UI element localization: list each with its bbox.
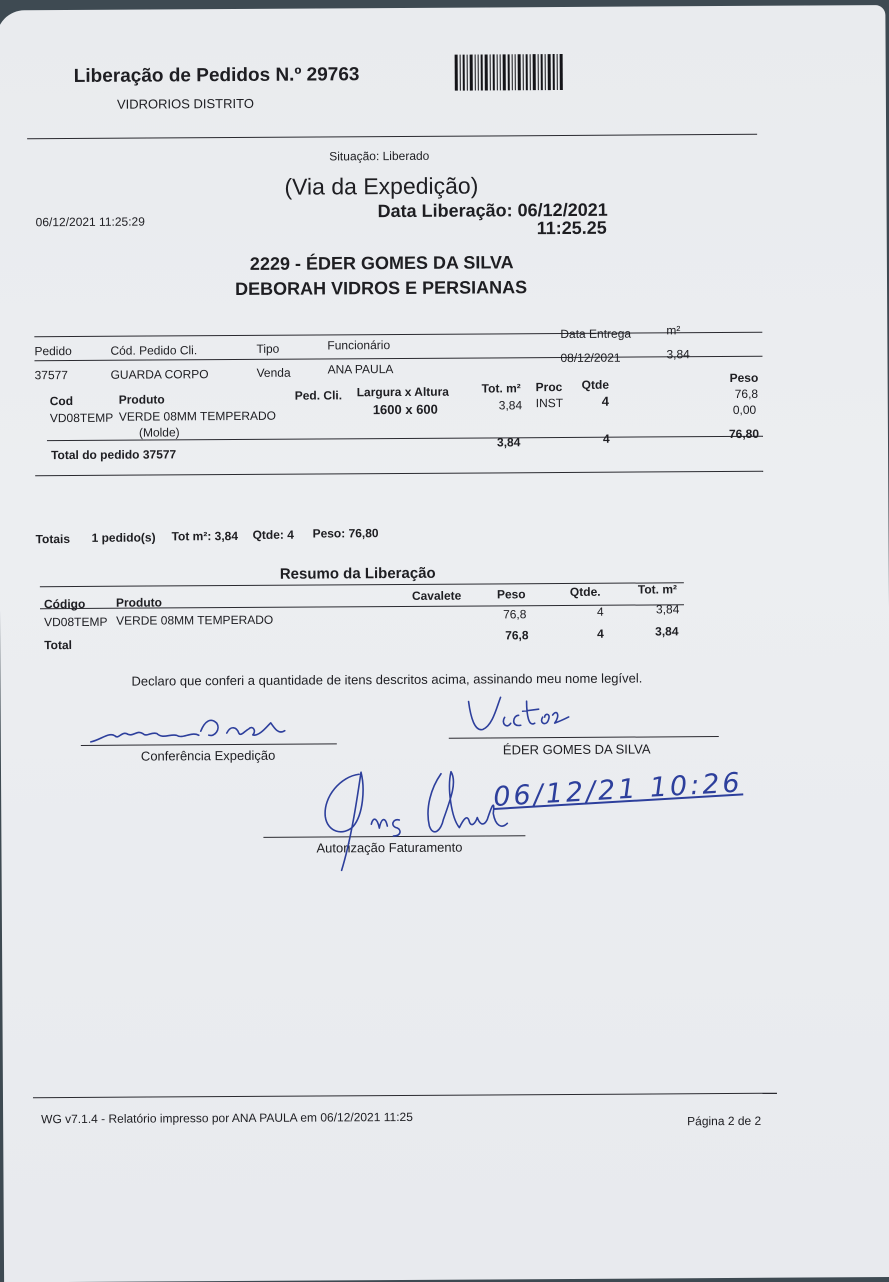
summary-total-label: Total [44,638,73,653]
item-col-largura-altura: Largura x Altura [356,384,449,400]
declaration: Declaro que conferi a quantidade de itens descritos acima, assinando meu nome legível. [131,670,643,689]
signature-conferencia [81,709,301,750]
order-cod-pedido-cli: GUARDA CORPO [110,367,209,382]
footer-divider [33,1093,777,1099]
col-funcionario: Funcionário [327,338,391,353]
totals-peso: Peso: 76,80 [312,526,379,541]
footer-printed-by: WG v7.1.4 - Relatório impresso por ANA PAULA em 06/12/2021 11:25 [41,1109,413,1127]
document-page [0,5,889,1282]
summary-total-qtde: 4 [597,626,604,641]
summary-codigo: VD08TEMP [44,614,108,630]
item-col-produto: Produto [118,392,165,407]
order-pedido: 37577 [34,368,68,383]
item-dimensions: 1600 x 600 [372,401,438,418]
via-label: (Via da Expedição) [284,172,479,200]
item-col-proc: Proc [535,380,563,395]
summary-total-peso: 76,8 [505,628,529,643]
item-col-ped-cli: Ped. Cli. [294,388,343,403]
customer-line: 2229 - ÉDER GOMES DA SILVA [249,252,514,274]
item-proc: INST [535,396,564,411]
item-obs: (Molde) [138,425,180,440]
item-qtde: 4 [601,393,610,409]
document-title: Liberação de Pedidos N.º 29763 [73,64,360,87]
summary-qtde: 4 [596,604,604,619]
conferencia-label: Conferência Expedição [140,747,276,764]
summary-col-produto: Produto [115,595,163,610]
summary-col-tot-m2: Tot. m² [637,582,678,597]
release-time: 11:25.25 [536,217,607,239]
barcode [455,54,583,91]
item-col-tot-m2: Tot. m² [481,381,521,396]
summary-col-codigo: Código [43,596,86,612]
item-col-peso: Peso [729,370,759,385]
order-funcionario: ANA PAULA [327,362,394,377]
situation: Situação: Liberado [329,148,430,164]
divider [35,471,763,476]
totals-pedidos: 1 pedido(s) [91,530,156,545]
order-total-label: Total do pedido 37577 [51,447,177,463]
divider [27,134,757,139]
totals-qtde: Qtde: 4 [252,527,294,542]
order-total-peso: 76,80 [728,426,760,441]
item-peso-2: 0,00 [732,402,757,417]
summary-col-cavalete: Cavalete [411,588,462,603]
summary-total-tot-m2: 3,84 [655,624,679,639]
summary-tot-m2: 3,84 [655,602,680,617]
print-datetime: 06/12/2021 11:25:29 [35,214,145,230]
order-total-m2: 3,84 [496,435,521,450]
footer-page: Página 2 de 2 [687,1113,762,1129]
totals-tot-m2: Tot m²: 3,84 [171,528,239,544]
item-col-cod: Cod [49,393,74,409]
totals-label: Totais [35,532,71,547]
divider [34,332,762,337]
item-col-qtde: Qtde [581,377,610,392]
customer-signature-label: ÉDER GOMES DA SILVA [502,741,651,758]
company-name: VIDRORIOS DISTRITO [116,95,254,112]
summary-col-qtde: Qtde. [569,584,601,599]
autorizacao-label: Autorização Faturamento [316,839,463,856]
release-date: Data Liberação: 06/12/2021 [377,199,608,222]
col-cod-pedido-cli: Cód. Pedido Cli. [110,343,198,358]
handwritten-datetime: 06/12/21 10:26 [492,767,744,813]
order-m2: 3,84 [666,347,690,362]
summary-produto: VERDE 08MM TEMPERADO [116,612,274,628]
col-data-entrega: Data Entrega [560,326,632,342]
summary-peso: 76,8 [502,607,527,622]
summary-col-peso: Peso [496,587,526,602]
order-total-qtde: 4 [602,431,610,446]
col-m2: m² [666,323,681,338]
order-data-entrega: 08/12/2021 [560,350,621,366]
order-tipo: Venda [256,365,291,380]
col-tipo: Tipo [256,341,280,356]
signature-customer [460,687,570,738]
signature-autorizacao [301,757,522,878]
item-tot-m2: 3,84 [498,398,523,413]
summary-title: Resumo da Liberação [279,564,436,583]
item-cod: VD08TEMP [49,410,114,426]
col-pedido: Pedido [34,344,72,359]
item-produto: VERDE 08MM TEMPERADO [118,408,277,424]
customer-company: DEBORAH VIDROS E PERSIANAS [234,277,528,300]
item-peso: 76,8 [734,386,759,401]
